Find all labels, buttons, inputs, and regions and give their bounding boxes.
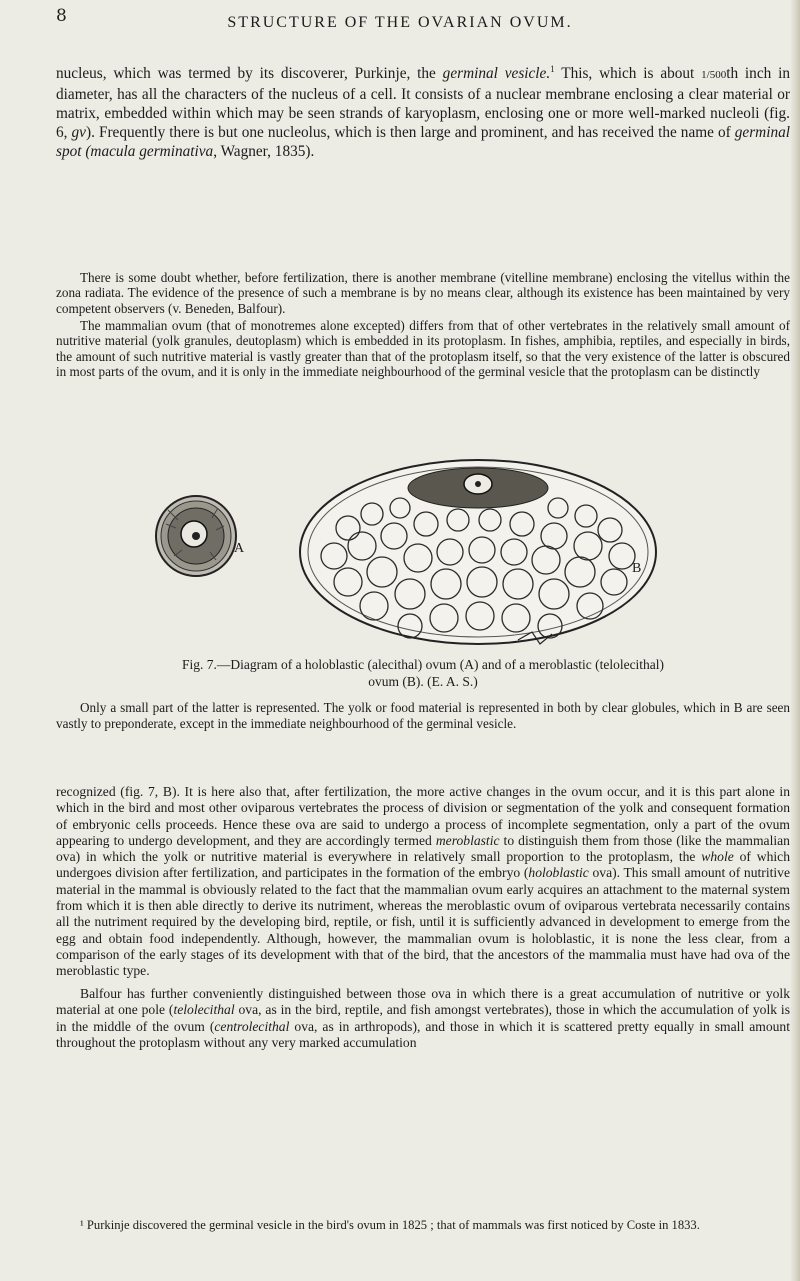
holoblastic-ovum-a: [156, 496, 236, 576]
figure-7-diagram: [148, 448, 708, 648]
paragraph-mammalian-ovum: The mammalian ovum (that of monotremes alone excepted) differs from that of other vertebrates in the relatively small amount of nutritive material (yolk granules, deutoplasm) which is embedded in its protoplasm. In fishes, amphibia, reptiles, and especially in birds, the amount of such nutritive material is vastly greater than that of the protoplasm itself, so that the very existence of the latter is obscured in most parts of the ovum, and it is only in the immediate neighbourhood of the germinal vesicle that the protoplasm can be distinctly: [56, 318, 790, 379]
paragraph-germinal-vesicle: nucleus, which was termed by its discoverer, Purkinje, the germinal vesicle.$^1$ This, which is about 1/500th inch in diameter, has all the characters of the nucleus of a cell. It consists of a nuclear membrane enclosing a clear material or matrix, embedded within which may be seen strands of karyoplasm, enclosing one or more well-marked nucleoli (fig. 6, gv). Frequently there is but one nucleolus, which is then large and prominent, and has received the name of germinal spot (macula germinativa, Wagner, 1835).: [56, 64, 791, 161]
paragraph-balfour: Balfour has further conveniently distinguished between those ova in which there is a great accumulation of nutritive or yolk material at one pole (telolecithal ova, as in the bird, reptile, and fish amongst vertebrates), those in which the accumulation of yolk is in the middle of the ovum (centrolecithal ova, as in arthropods), and those in which it is scattered pretty equally in small amount throughout the protoplasm without any very marked accumulation: [56, 986, 791, 1050]
meroblastic-ovum-b: [300, 460, 656, 644]
ovum-diagram-svg: [148, 448, 708, 648]
label-b: B: [632, 561, 642, 576]
label-a: A: [234, 541, 245, 556]
paragraph-vitelline-membrane: There is some doubt whether, before fertilization, there is another membrane (vitelline membrane) enclosing the vitellus within the zona radiata. The evidence of the presence of such a membrane is by no means clear, although its existence has been maintained by very competent observers (v. Beneden, Balfour).: [56, 270, 790, 316]
caption-line-1: Fig. 7.—Diagram of a holoblastic (alecithal) ovum (A) and of a meroblastic (telolecithal): [181, 657, 665, 672]
figure-caption-body: Only a small part of the latter is represented. The yolk or food material is represented in both by clear globules, which in B are seen vastly to preponderate, except in the immediate neighbourhood of the germinal vesicle.: [56, 700, 790, 731]
footnote: ¹ Purkinje discovered the germinal vesicle in the bird's ovum in 1825 ; that of mammals was first noticed by Coste in 1833.: [80, 1218, 700, 1232]
paragraph-meroblastic: recognized (fig. 7, B). It is here also that, after fertilization, the more active changes in the ovum occur, and it is this part alone in which in the bird and most other oviparous vertebrates the process of division or segmentation of the yolk and consequent formation of embryonic cells proceeds. Hence these ova are said to undergo a process of incomplete segmentation, only a part of the ovum appearing to undergo development, and they are accordingly termed meroblastic to distinguish them from those (like the mammalian ova) in which the yolk or nutritive material is everywhere in relatively small proportion to the protoplasm, the whole of which undergoes division after fertilization, and participates in the formation of the embryo (holoblastic ova). This small amount of nutritive material in the mammal is obviously related to the fact that the mammalian ovum early acquires an attachment to the maternal system from which it is then able directly to derive its nutriment, whereas the meroblastic ovum of oviparous vertebrata necessarily contains all the nutriment required by the developing bird, reptile, or fish, until it is sufficiently advanced in development to emerge from the egg and obtain food independently. Although, however, the mammalian ovum is holoblastic, it is none the less clear, from a comparison of the early stages of its development with that of the bird, that the ancestors of the mammalia must have had ova of the meroblastic type.: [56, 784, 790, 979]
page-edge-shadow: [790, 0, 800, 1281]
running-head: STRUCTURE OF THE OVARIAN OVUM.: [227, 14, 573, 31]
page-number: 8: [56, 6, 67, 26]
figure-caption-title: [56, 656, 790, 690]
caption-line-2: ovum (B). (E. A. S.): [368, 674, 478, 689]
